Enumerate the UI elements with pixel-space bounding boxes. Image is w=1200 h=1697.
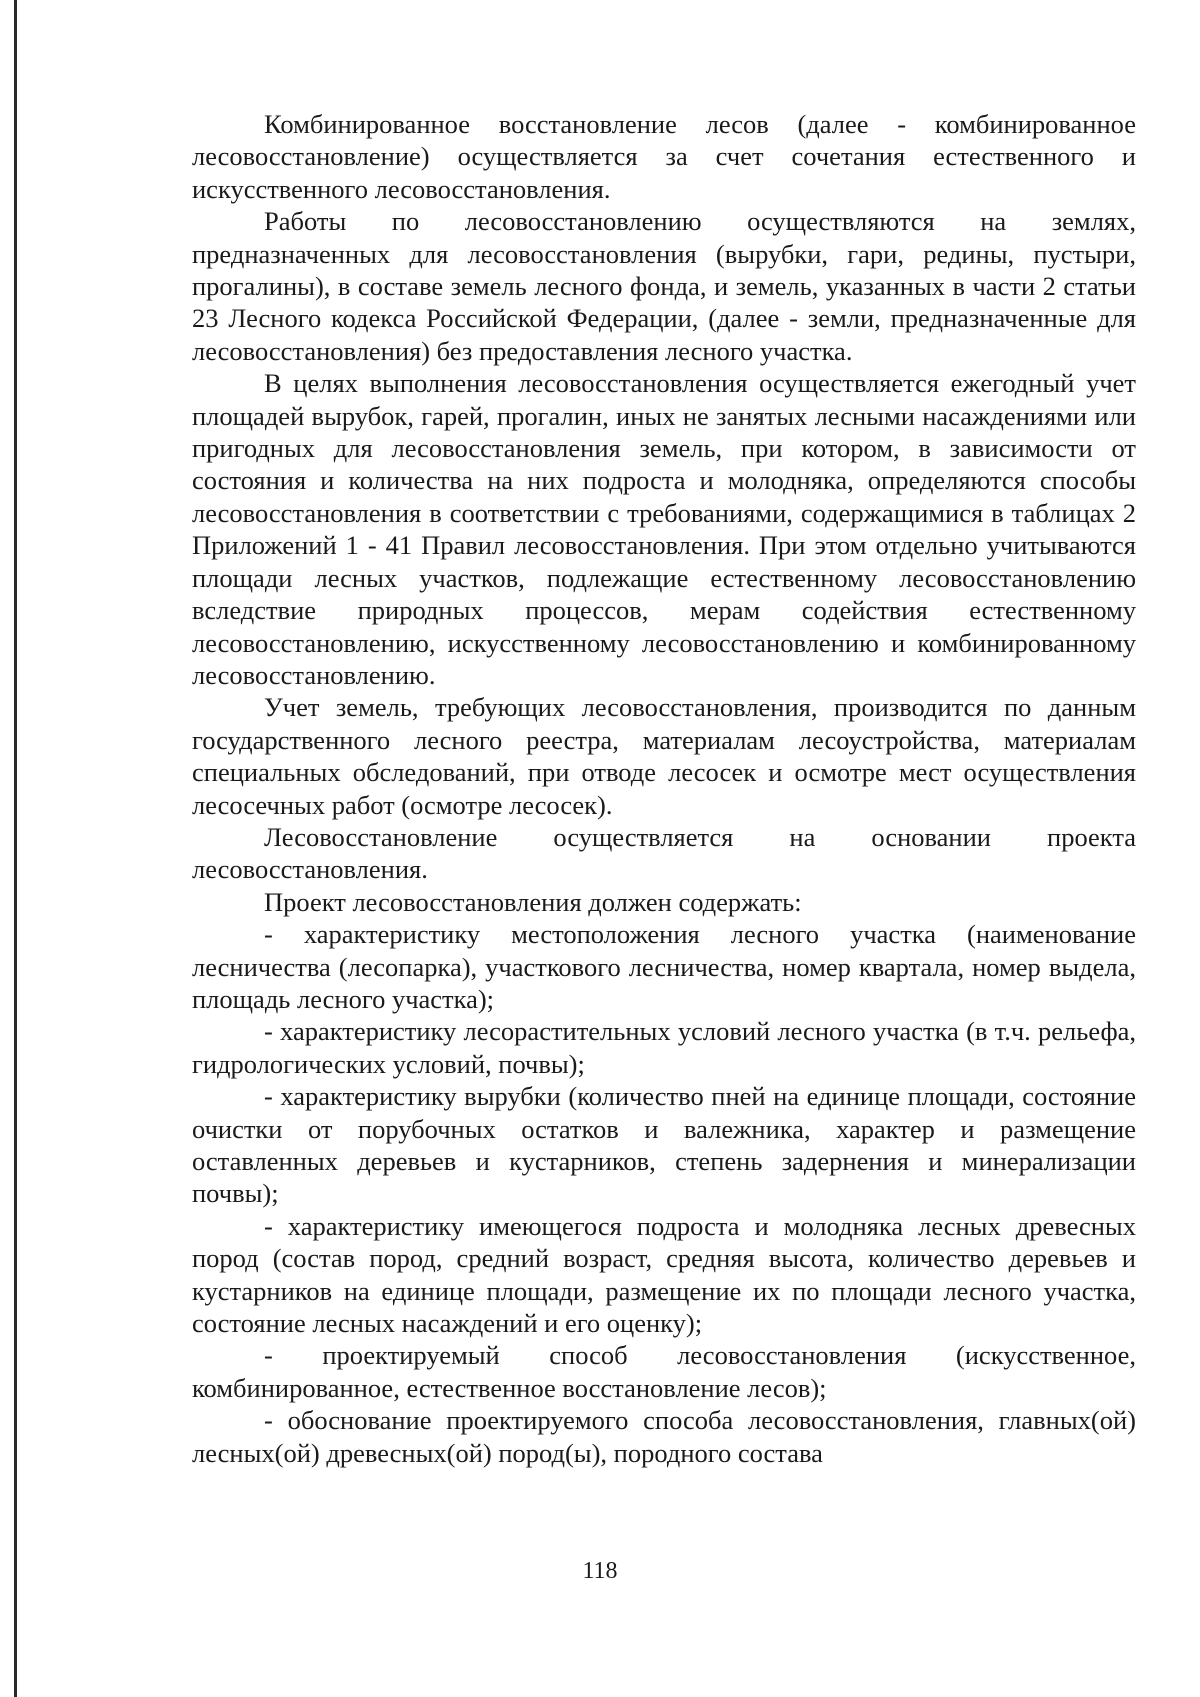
- list-item-location: - характеристику местоположения лесного участка (наименование лесничества (лесопарка), участкового лесничества, номер квартала, номер выдела, площадь лесного участка);: [192, 919, 1136, 1014]
- list-item-justification: - обоснование проектируемого способа лесовосстановления, главных(ой) лесных(ой) древесных(ой) пород(ы), породного состава: [192, 1405, 1136, 1468]
- page-number: 118: [582, 1558, 618, 1584]
- paragraph-project-basis: Лесовосстановление осуществляется на основании проекта лесовосстановления.: [192, 821, 1136, 885]
- scan-left-edge: [14, 0, 17, 1697]
- list-item-method: - проектируемый способ лесовосстановления (искусственное, комбинированное, естественное восстановление лесов);: [192, 1340, 1136, 1403]
- paragraph-combined-reforestation: Комбинированное восстановление лесов (далее - комбинированное лесовосстановление) осуществляется за счет сочетания естественного и искусственного лесовосстановления.: [192, 109, 1136, 204]
- paragraph-reforestation-lands: Работы по лесовосстановлению осуществляются на землях, предназначенных для лесовосстановления (вырубки, гари, редины, пустыри, прогалины), в составе земель лесного фонда, и земель, указанных в части 2 статьи 23 Лесного кодекса Российской Федерации, (далее - земли, предназначенные для лесовосстановления) без предоставления лесного участка.: [192, 206, 1136, 366]
- list-item-growing-conditions: - характеристику лесорастительных условий лесного участка (в т.ч. рельефа, гидрологических условий, почвы);: [192, 1016, 1136, 1079]
- document-body: [192, 108, 1136, 1469]
- paragraph-annual-accounting: В целях выполнения лесовосстановления осуществляется ежегодный учет площадей вырубок, гарей, прогалин, иных не занятых лесными насаждениями или пригодных для лесовосстановления земель, при котором, в зависимости от состояния и количества на них подроста и молодняка, определяются способы лесовосстановления в соответствии с требованиями, содержащимися в таблицах 2 Приложений 1 - 41 Правил лесовосстановления. При этом отдельно учитываются площади лесных участков, подлежащие естественному лесовосстановлению вследствие природных процессов, мерам содействия естественному лесовосстановлению, искусственному лесовосстановлению и комбинированному лесовосстановлению.: [192, 368, 1136, 690]
- paragraph-land-accounting-sources: Учет земель, требующих лесовосстановления, производится по данным государственного лесного реестра, материалам лесоустройства, материалам специальных обследований, при отводе лесосек и осмотре мест осуществления лесосечных работ (осмотре лесосек).: [192, 692, 1136, 820]
- paragraph-project-contents-intro: Проект лесовосстановления должен содержать:: [264, 886, 802, 917]
- list-item-undergrowth: - характеристику имеющегося подроста и молодняка лесных древесных пород (состав пород, средний возраст, средняя высота, количество деревьев и кустарников на единице площади, размещение их по площади лесного участка, состояние лесных насаждений и его оценку);: [192, 1210, 1136, 1339]
- list-item-clearing: - характеристику вырубки (количество пней на единице площади, состояние очистки от порубочных остатков и валежника, характер и размещение оставленных деревьев и кустарников, степень задернения и минерализации почвы);: [192, 1081, 1136, 1209]
